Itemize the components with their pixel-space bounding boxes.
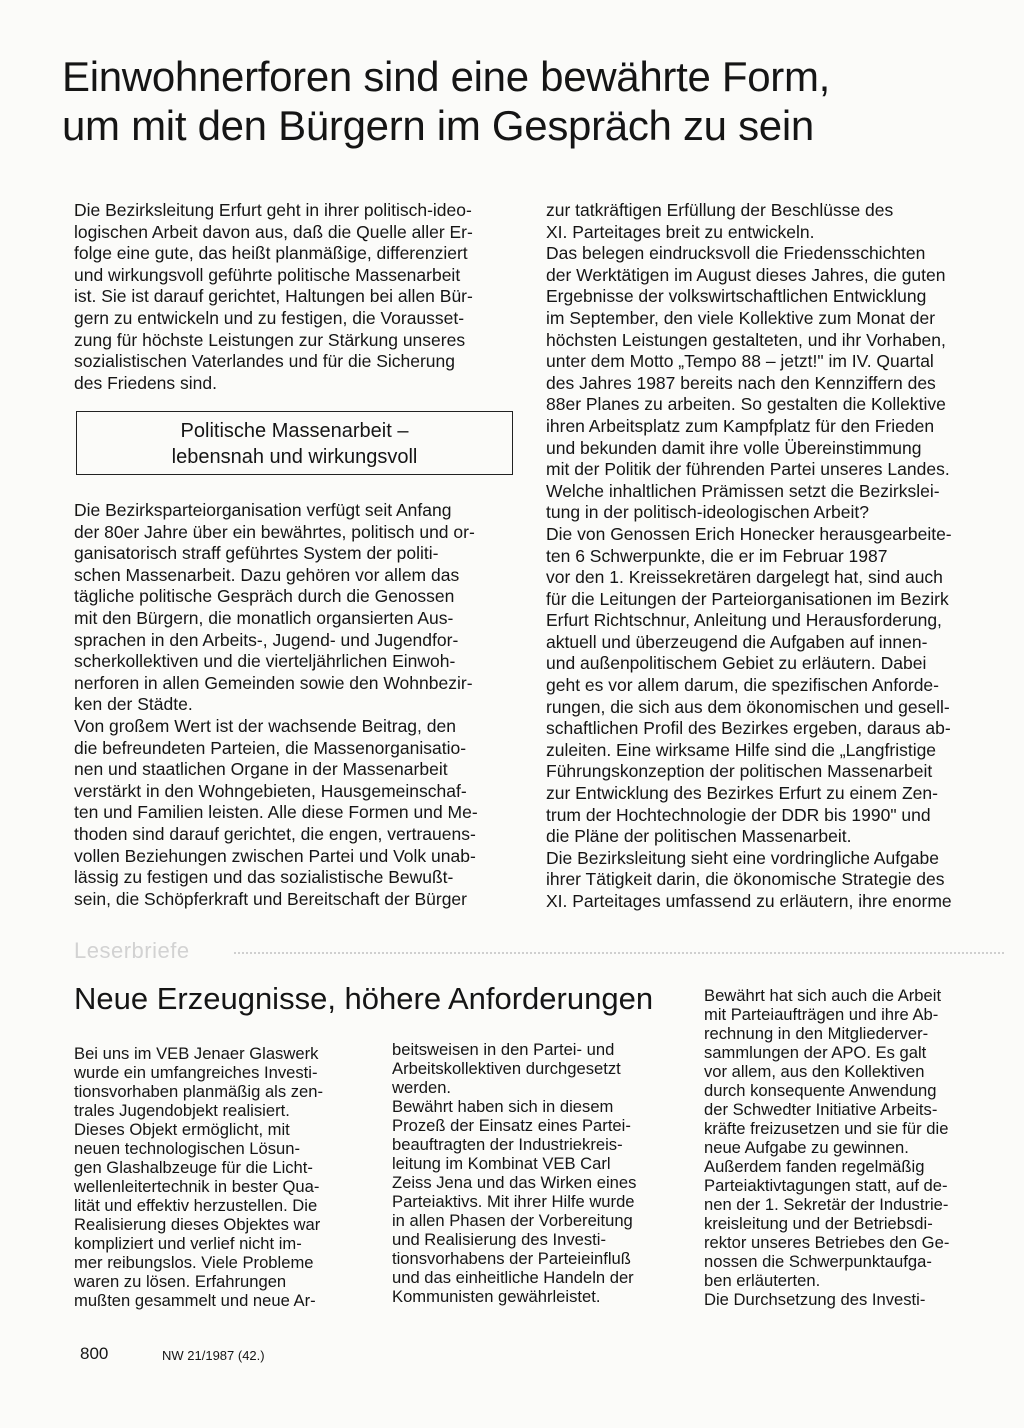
subheading-box [76,411,513,475]
article-right-column [546,200,996,913]
text-line: aktuell und überzeugend die Aufgaben auf innen- [546,631,928,652]
text-line: geht es vor allem darum, die spezifischen Anforde- [546,675,939,696]
rubric-label: Leserbriefe [74,938,190,963]
text-line: XI. Parteitages breit zu entwickeln. [546,221,815,242]
text-line: zuleiten. Eine wirksame Hilfe sind die „Langfristige [546,739,937,760]
text-line: wellenleitertechnik in bester Qua- [74,1177,320,1196]
text-line: logischen Arbeit davon aus, daß die Quelle aller Er- [74,221,473,242]
text-line: neuen technologischen Lösun- [74,1139,301,1158]
rubric-divider [234,952,1004,954]
text-line: und wirkungsvoll geführte politische Massenarbeit [74,264,461,285]
text-line: scherkollektiven und die vierteljährlichen Einwoh- [74,651,456,672]
text-line: gern zu entwickeln und zu festigen, die Vorausset- [74,307,465,328]
text-line: Das belegen eindrucksvoll die Friedensschichten [546,243,926,264]
text-line: trales Jugendobjekt realisiert. [74,1101,290,1120]
text-line: durch konsequente Anwendung [704,1081,937,1100]
text-line: vor allem, aus den Kollektiven [704,1062,925,1081]
text-line: XI. Parteitages umfassend zu erläutern, ihre enorme [546,891,952,911]
text-line: mit Parteiaufträgen und ihre Ab- [704,1005,939,1024]
text-line: neue Aufgabe zu gewinnen. [704,1138,909,1157]
text-line: ihren Arbeitsplatz zum Kampfplatz für den Frieden [546,415,935,436]
text-line: Arbeitskollektiven durchgesetzt [392,1059,621,1078]
subheading-line: lebensnah und wirkungsvoll [171,446,418,468]
text-line: gen Glashalbzeuge für die Licht- [74,1158,313,1177]
text-line: in allen Phasen der Vorbereitung [392,1211,633,1230]
article-title [62,52,1002,150]
text-line: mit der Politik der führenden Partei unseres Landes. [546,459,950,480]
text-line: sprachen in den Arbeits-, Jugend- und Jugendfor- [74,629,459,650]
text-line: im September, den viele Kollektive zum Monat der [546,307,936,328]
text-line: Die Bezirksleitung sieht eine vordringliche Aufgabe [546,847,940,868]
text-line: der 80er Jahre über ein bewährtes, politisch und or- [74,521,475,542]
text-line: tung in der politisch-ideologischen Arbeit? [546,502,869,523]
text-line: Zeiss Jena und das Wirken eines [392,1173,637,1192]
text-line: Ergebnisse der volkswirtschaftlichen Entwicklung [546,286,927,307]
text-line: Parteiaktivtagungen statt, auf de- [704,1176,948,1195]
text-line: zur tatkräftigen Erfüllung der Beschlüsse des [546,200,894,220]
text-line: kompliziert und verlief nicht im- [74,1234,302,1253]
text-line: schaftlichen Profil des Bezirkes ergeben, daraus ab- [546,718,951,739]
title-line: um mit den Bürgern im Gespräch zu sein [62,102,814,149]
text-line: Parteiaktivs. Mit ihrer Hilfe wurde [392,1192,635,1211]
text-line: zung für höchste Leistungen zur Stärkung unseres [74,329,466,350]
subheading-line: Politische Massenarbeit – [180,420,409,442]
text-line: und außenpolitischem Gebiet zu erläutern. Dabei [546,653,927,674]
text-line: Welche inhaltlichen Prämissen setzt die Bezirkslei- [546,480,940,501]
text-line: höchsten Leistungen gestalteten, und ihr Vorhaben, [546,329,946,350]
text-line: mer reibungslos. Viele Probleme [74,1253,314,1272]
text-line: ten und Familien leisten. Alle diese Formen und Me- [74,802,478,823]
text-line: waren zu lösen. Erfahrungen [74,1272,287,1291]
text-line: die befreundeten Parteien, die Massenorganisatio- [74,737,467,758]
text-line: ganisatorisch straff geführtes System der politi- [74,543,439,564]
text-line: Die Durchsetzung des Investi- [704,1290,926,1309]
text-line: vor den 1. Kreissekretären dargelegt hat, sind auch [546,567,943,588]
text-line: trum der Hochtechnologie der DDR bis 1990" und [546,804,931,825]
text-line: Die von Genossen Erich Honecker herausgearbeite- [546,523,952,544]
letter-column-1 [74,1044,374,1310]
source-reference: NW 21/1987 (42.) [162,1348,265,1363]
text-line: zur Entwicklung des Bezirkes Erfurt zu einem Zen- [546,783,938,804]
text-line: Prozeß der Einsatz eines Partei- [392,1116,631,1135]
text-line: mit den Bürgern, die monatlich organsierten Aus- [74,607,454,628]
text-line: Von großem Wert ist der wachsende Beitrag, den [74,715,456,736]
text-line: für die Leitungen der Parteiorganisationen im Bezirk [546,588,949,609]
text-line: Realisierung dieses Objektes war [74,1215,321,1234]
text-line: thoden sind darauf gerichtet, die engen, vertrauens- [74,823,476,844]
text-line: ken der Städte. [74,694,193,715]
text-line: schen Massenarbeit. Dazu gehören vor allem das [74,564,460,585]
text-line: tionsvorhaben planmäßig als zen- [74,1082,324,1101]
text-line: die Pläne der politischen Massenarbeit. [546,826,852,847]
text-line: nen und staatlichen Organe in der Massenarbeit [74,759,448,780]
text-line: folge eine gute, das heißt planmäßige, differenziert [74,243,468,264]
text-line: werden. [392,1078,452,1097]
text-line: des Friedens sind. [74,372,217,393]
text-line: 88er Planes zu arbeiten. So gestalten die Kollektive [546,394,946,415]
text-line: Führungskonzeption der politischen Massenarbeit [546,761,933,782]
text-line: vollen Beziehungen zwischen Partei und Volk unab- [74,845,476,866]
text-line: rektor unseres Betriebes den Ge- [704,1233,950,1252]
text-line: sammlungen der APO. Es galt [704,1043,927,1062]
text-line: wurde ein umfangreiches Investi- [74,1063,318,1082]
letter-column-3 [704,986,994,1309]
text-line: nen der 1. Sekretär der Industrie- [704,1195,949,1214]
text-line: ten 6 Schwerpunkte, die er im Februar 1987 [546,545,888,566]
text-line: rechnung in den Mitgliederver- [704,1024,929,1043]
text-line: nerforen in allen Gemeinden sowie den Wohnbezir- [74,672,473,693]
text-line: tägliche politische Gespräch durch die Genossen [74,586,455,607]
text-line: und das einheitliche Handeln der [392,1268,634,1287]
text-line: beauftragten der Industriekreis- [392,1135,623,1154]
article-intro-column [74,200,524,394]
text-line: des Jahres 1987 bereits nach den Kennziffern des [546,372,936,393]
text-line: ben erläuterten. [704,1271,821,1290]
text-line: kräfte freizusetzen und sie für die [704,1119,949,1138]
article-left-column [74,500,524,910]
text-line: Kommunisten gewährleistet. [392,1287,601,1306]
text-line: mußten gesammelt und neue Ar- [74,1291,316,1310]
title-line: Einwohnerforen sind eine bewährte Form, [62,53,831,100]
text-line: leitung im Kombinat VEB Carl [392,1154,611,1173]
letter-heading: Neue Erzeugnisse, höhere Anforderungen [74,981,654,1016]
text-line: der Werktätigen im August dieses Jahres, die guten [546,264,946,285]
text-line: Die Bezirksparteiorganisation verfügt seit Anfang [74,500,452,520]
text-line: kreisleitung und der Betriebsdi- [704,1214,933,1233]
text-line: lässig zu festigen und das sozialistische Bewußt- [74,867,454,888]
text-line: Erfurt Richtschnur, Anleitung und Herausforderung, [546,610,942,631]
text-line: nossen die Schwerpunktaufga- [704,1252,932,1271]
text-line: der Schwedter Initiative Arbeits- [704,1100,938,1119]
text-line: Bewährt haben sich in diesem [392,1097,614,1116]
text-line: unter dem Motto „Tempo 88 – jetzt!" im IV. Quartal [546,351,934,372]
text-line: ist. Sie ist darauf gerichtet, Haltungen bei allen Bür- [74,286,473,307]
text-line: Bei uns im VEB Jenaer Glaswerk [74,1044,319,1063]
text-line: rungen, die sich aus dem ökonomischen und gesell- [546,696,950,717]
text-line: verstärkt in den Wohngebieten, Hausgemeinschaf- [74,780,467,801]
text-line: beitsweisen in den Partei- und [392,1040,615,1059]
text-line: Dieses Objekt ermöglicht, mit [74,1120,290,1139]
text-line: Außerdem fanden regelmäßig [704,1157,925,1176]
text-line: tionsvorhabens der Parteieinfluß [392,1249,631,1268]
text-line: und bekunden damit ihre volle Übereinstimmung [546,437,922,458]
text-line: sozialistischen Vaterlandes und für die Sicherung [74,351,456,372]
text-line: ihrer Tätigkeit darin, die ökonomische Strategie des [546,869,945,890]
letter-column-2 [392,1040,682,1306]
text-line: lität und effektiv herzustellen. Die [74,1196,318,1215]
text-line: Bewährt hat sich auch die Arbeit [704,986,942,1005]
text-line: sein, die Schöpferkraft und Bereitschaft der Bürger [74,888,467,909]
rubric-bar [74,938,1004,964]
text-line: und Realisierung des Investi- [392,1230,606,1249]
text-line: Die Bezirksleitung Erfurt geht in ihrer politisch-ideo- [74,200,472,220]
page-number: 800 [80,1344,109,1363]
